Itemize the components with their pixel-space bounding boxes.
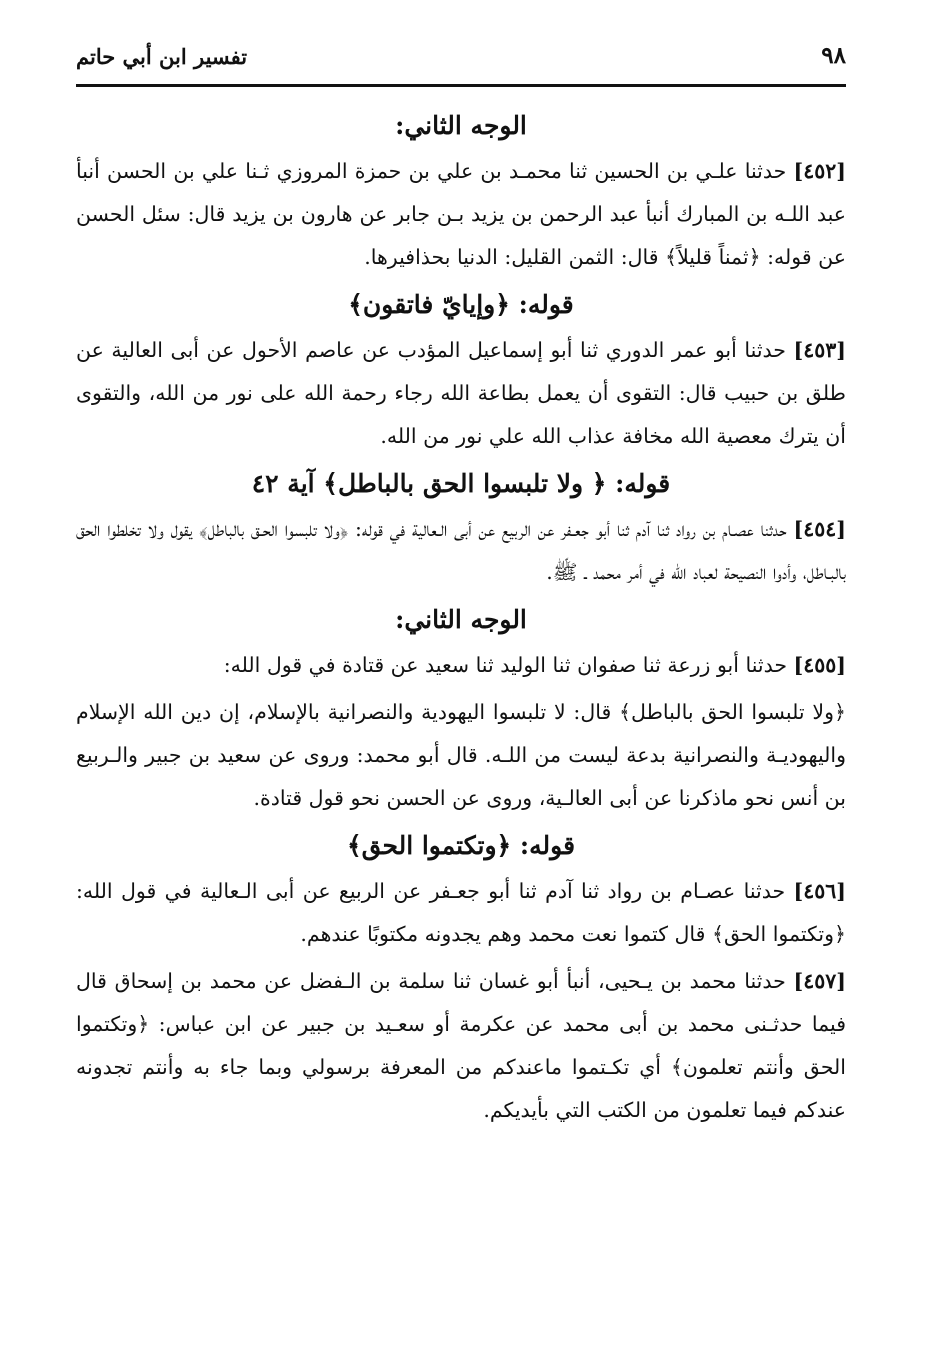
page-number: ٩٨ <box>821 42 846 69</box>
hadith-text: حدثنا أبو زرعة ثنا صفوان ثنا الوليد ثنا سعيد عن قتادة في قول الله: <box>223 653 794 677</box>
hadith-paragraph <box>76 329 846 458</box>
hadith-paragraph <box>76 960 846 1132</box>
hadith-text: حدثنا محمد بن يـحيى، أنبأ أبو غسان ثنا سلمة بن الـفضل عن محمد بن إسحاق قال فيما حدثـنى محمد بن أبى محمد عن عكرمة أو سعـيد بن جبير عن ابن عباس: ﴿وتكتموا الحق وأنتم تعلمون﴾ أي تكـتموا ماعندكم من المعرفة برسولي وبما جاء به وأنتم تجدونه عندكم فيما تعلمون من الكتب التي بأيديكم. <box>76 969 846 1122</box>
running-title: تفسير ابن أبي حاتم <box>76 44 248 69</box>
hadith-number: [٤٥٦] <box>793 879 846 903</box>
hadith-text: ﴿ولا تلبسوا الحق بالباطل﴾ قال: لا تلبسوا اليهودية والنصرانية بالإسلام، إن دين الله الإسلام واليهوديـة والنصرانية بدعة ليست من اللـه. قال أبو محمد: وروى عن سعيد بن جبير والـربيع بن أنس نحو ماذكرنا عن أبى العالـية، وروى عن الحسن نحو قول قتادة. <box>76 700 846 810</box>
page-body <box>76 100 846 1132</box>
verse-heading: قوله: ﴿وإيايّ فاتقون﴾ <box>348 290 574 319</box>
hadith-number: [٤٥٢] <box>793 159 846 183</box>
section-heading: الوجه الثاني: <box>395 111 527 140</box>
hadith-paragraph <box>76 508 846 594</box>
page-header <box>76 38 846 87</box>
hadith-text: حدثنا أبو عمر الدوري ثنا أبو إسماعيل المؤدب عن عاصم الأحول عن أبى العالية عن طلق بن حبيب قال: التقوى أن يعمل بطاعة الله رجاء رحمة الله على نور من الله، والتقوى أن يترك معصية الله مخافة عذاب الله علي نور من الله. <box>76 338 846 448</box>
hadith-paragraph <box>76 691 846 820</box>
hadith-number: [٤٥٧] <box>793 969 846 993</box>
hadith-text: حدثنا عصـام بن رواد ثنا آدم ثنا أبو جعـفر عن الربيع عن أبى الـعالية في قول الله: ﴿وتكتموا الحق﴾ قال كتموا نعت محمد وهم يجدونه مكتوبًا عندهم. <box>76 879 846 946</box>
hadith-paragraph <box>76 150 846 279</box>
hadith-text: حدثنا عصـام بن رواد ثنا آدم ثنا أبو جعـفر عن الربيع عن أبى الـعالية في قوله: ﴿ولا تلبسوا الحـق بالباطل﴾ يقول ولا تخلطوا الحق بالبـاطل، وأدوا النصيحة لعباد الله في أمر محمد ـ ﷺ. <box>76 517 846 584</box>
section-heading: الوجه الثاني: <box>395 605 527 634</box>
hadith-paragraph <box>76 644 846 687</box>
hadith-paragraph <box>76 870 846 956</box>
verse-heading: قوله: ﴿وتكتموا الحق﴾ <box>346 831 576 860</box>
hadith-number: [٤٥٤] <box>793 517 846 541</box>
hadith-number: [٤٥٥] <box>793 653 846 677</box>
hadith-number: [٤٥٣] <box>793 338 846 362</box>
verse-heading: قوله: ﴿ ولا تلبسوا الحق بالباطل﴾ آية ٤٢ <box>251 469 671 498</box>
hadith-text: حدثنا علـي بن الحسين ثنا محمـد بن علي بن حمزة المروزي ثـنا علي بن الحسن أنبأ عبد اللـه بن المبارك أنبأ عبد الرحمن بن يزيد بـن جابر عن هارون بن يزيد قال: سئل الحسن عن قوله: ﴿ثمناً قليلاً﴾ قال: الثمن القليل: الدنيا بحذافيرها. <box>76 159 846 269</box>
